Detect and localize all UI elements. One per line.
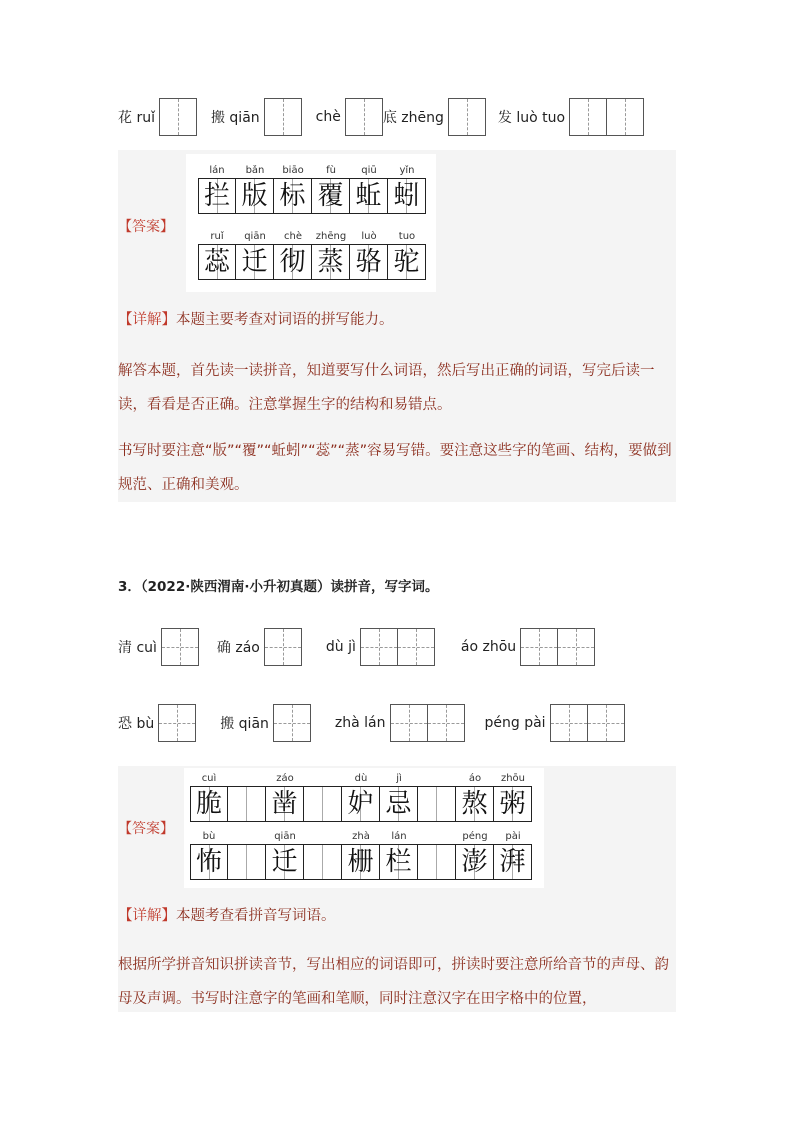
answer-cell: [494, 772, 532, 822]
q3-explain: [118, 906, 676, 926]
answer-character: 忌: [379, 786, 418, 822]
writing-grid-box[interactable]: [448, 98, 486, 136]
answer-pinyin: [304, 772, 342, 786]
answer-character: 彻: [273, 244, 312, 280]
q3-explain-label: 【详解】: [118, 908, 176, 924]
writing-grid-box[interactable]: [264, 628, 302, 666]
answer-character: 蚓: [387, 178, 426, 214]
answer-pinyin: záo: [276, 773, 294, 784]
answer-cell: [190, 772, 228, 822]
answer-character: 蚯: [349, 178, 388, 214]
pinyin-prompt: péng pài: [484, 715, 546, 731]
answer-pinyin: zhōu: [500, 773, 526, 784]
answer-character: 栅: [341, 844, 380, 880]
answer-box-group[interactable]: [390, 704, 465, 742]
pinyin-prompt: áo zhōu: [460, 639, 517, 655]
answer-cell: [456, 772, 494, 822]
writing-grid-box[interactable]: [397, 628, 435, 666]
writing-grid-box[interactable]: [587, 704, 625, 742]
answer-character: 覆: [311, 178, 350, 214]
answer-cell: [198, 230, 236, 280]
answer-character: 凿: [265, 786, 304, 822]
answer-pinyin: áo: [468, 773, 482, 784]
answer-cell: [304, 772, 342, 822]
answer-cell: [312, 230, 350, 280]
answer-character: 熬: [455, 786, 494, 822]
answer-cell: [274, 230, 312, 280]
writing-grid-box[interactable]: [520, 628, 558, 666]
answer-pinyin: zhēng: [315, 231, 347, 242]
q2-answer-row-2: [198, 230, 426, 280]
pinyin-prompt: 发 luò tuo: [497, 110, 566, 126]
answer-pinyin: ruǐ: [210, 231, 224, 242]
answer-character: 驼: [387, 244, 426, 280]
answer-box-group[interactable]: [448, 98, 486, 136]
answer-pinyin: dù: [354, 773, 368, 784]
answer-character: 粥: [493, 786, 532, 822]
answer-pinyin: [418, 830, 456, 844]
pinyin-prompt: 搬 qiān: [210, 110, 260, 126]
answer-character: [417, 786, 456, 822]
answer-character: [227, 786, 266, 822]
pinyin-prompt: 恐 bù: [118, 716, 155, 732]
answer-cell: [228, 772, 266, 822]
answer-cell: [266, 772, 304, 822]
pinyin-prompt: 底 zhēng: [382, 110, 444, 126]
answer-cell: [388, 164, 426, 214]
answer-box-group[interactable]: [158, 704, 196, 742]
answer-cell: [418, 772, 456, 822]
writing-grid-box[interactable]: [158, 704, 196, 742]
answer-pinyin: [228, 772, 266, 786]
answer-pinyin: [418, 772, 456, 786]
answer-cell: [228, 830, 266, 880]
q2-para-2: 书写时要注意“版”“覆”“蚯蚓”“蕊”“蒸”容易写错。要注意这些字的笔画、结构，要做到规范、正确和美观。: [118, 443, 672, 493]
answer-character: 拦: [198, 178, 236, 214]
answer-cell: [198, 164, 236, 214]
pinyin-prompt: 搬 qiān: [220, 716, 269, 732]
answer-character: 脆: [190, 786, 228, 822]
q2-question-row: [118, 98, 644, 136]
answer-pinyin: luò: [361, 231, 377, 242]
answer-box-group[interactable]: [264, 98, 302, 136]
writing-grid-box[interactable]: [345, 98, 383, 136]
pinyin-prompt: 确 záo: [216, 640, 260, 656]
answer-character: 标: [273, 178, 312, 214]
answer-pinyin: chè: [284, 231, 302, 242]
answer-box-group[interactable]: [273, 704, 311, 742]
answer-pinyin: lán: [209, 165, 225, 176]
answer-cell: [350, 164, 388, 214]
answer-pinyin: bù: [202, 831, 216, 842]
answer-cell: [190, 830, 228, 880]
answer-cell: [380, 772, 418, 822]
q3-answer-image: [184, 768, 544, 888]
answer-cell: [312, 164, 350, 214]
answer-pinyin: biāo: [282, 165, 304, 176]
answer-cell: [304, 830, 342, 880]
answer-cell: [236, 164, 274, 214]
answer-cell: [342, 830, 380, 880]
q3-answer-row-2: [190, 830, 532, 880]
writing-grid-box[interactable]: [606, 98, 644, 136]
answer-character: 妒: [341, 786, 380, 822]
answer-pinyin: qiū: [361, 165, 377, 176]
answer-character: 骆: [349, 244, 388, 280]
answer-cell: [388, 230, 426, 280]
q2-answer-label: 【答案】: [118, 219, 174, 235]
answer-pinyin: [304, 830, 342, 844]
writing-grid-box[interactable]: [264, 98, 302, 136]
q3-answer-label: 【答案】: [118, 821, 174, 837]
q2-explain: [118, 310, 676, 330]
writing-grid-box[interactable]: [557, 628, 595, 666]
writing-grid-box[interactable]: [390, 704, 428, 742]
q2-para-1: 解答本题，首先读一读拼音，知道要写什么词语，然后写出正确的词语，写完后读一读，看看是否正确。注意掌握生字的结构和易错点。: [118, 363, 655, 413]
answer-character: 湃: [493, 844, 532, 880]
answer-character: 迁: [235, 244, 274, 280]
writing-grid-box[interactable]: [427, 704, 465, 742]
answer-pinyin: pài: [505, 831, 521, 842]
answer-pinyin: yǐn: [399, 165, 415, 176]
answer-pinyin: qiān: [274, 831, 296, 842]
answer-cell: [274, 164, 312, 214]
writing-grid-box[interactable]: [273, 704, 311, 742]
answer-cell: [418, 830, 456, 880]
writing-grid-box[interactable]: [159, 98, 197, 136]
answer-character: 迁: [265, 844, 304, 880]
answer-box-group[interactable]: [569, 98, 644, 136]
pinyin-prompt: zhà lán: [334, 715, 386, 731]
answer-pinyin: fù: [326, 165, 336, 176]
writing-grid-box[interactable]: [550, 704, 588, 742]
q3-title: 3．（2022·陕西渭南·小升初真题）读拼音，写字词。: [118, 579, 439, 595]
answer-character: [227, 844, 266, 880]
answer-box-group[interactable]: [550, 704, 625, 742]
q3-explain-text: 本题考查看拼音写词语。: [176, 908, 336, 924]
q2-answer-row-1: [198, 164, 426, 214]
q2-answer-image: [186, 154, 436, 292]
answer-pinyin: zhà: [352, 831, 370, 842]
answer-character: 版: [235, 178, 274, 214]
answer-cell: [380, 830, 418, 880]
answer-cell: [342, 772, 380, 822]
answer-pinyin: bǎn: [245, 165, 265, 176]
answer-character: [303, 844, 342, 880]
q2-explain-label: 【详解】: [118, 312, 176, 328]
answer-character: 怖: [190, 844, 228, 880]
answer-box-group[interactable]: [159, 98, 197, 136]
answer-cell: [266, 830, 304, 880]
answer-pinyin: lán: [391, 831, 407, 842]
writing-grid-box[interactable]: [161, 628, 199, 666]
answer-character: 栏: [379, 844, 418, 880]
answer-character: 澎: [455, 844, 494, 880]
q3-answer-row-1: [190, 772, 532, 822]
q2-answer-panel: [118, 150, 676, 502]
q3-question-row-1: [118, 628, 595, 666]
q3-answer-panel: [118, 766, 676, 1012]
pinyin-prompt: 花 ruǐ: [118, 110, 155, 126]
q3-para-1: 根据所学拼音知识拼读音节，写出相应的词语即可，拼读时要注意所给音节的声母、韵母及声调。书写时注意字的笔画和笔顺，同时注意汉字在田字格中的位置，: [118, 957, 669, 1007]
answer-character: 蕊: [198, 244, 236, 280]
answer-box-group[interactable]: [520, 628, 595, 666]
answer-cell: [236, 230, 274, 280]
answer-cell: [350, 230, 388, 280]
q2-explain-text: 本题主要考查对词语的拼写能力。: [176, 312, 394, 328]
pinyin-prompt: 清 cuì: [118, 640, 157, 656]
answer-box-group[interactable]: [264, 628, 302, 666]
answer-character: [303, 786, 342, 822]
answer-box-group[interactable]: [360, 628, 435, 666]
answer-pinyin: tuo: [398, 231, 416, 242]
pinyin-prompt: dù jì: [325, 639, 356, 655]
answer-cell: [456, 830, 494, 880]
answer-box-group[interactable]: [345, 98, 383, 136]
answer-pinyin: péng: [462, 831, 488, 842]
pinyin-prompt: chè: [315, 109, 341, 125]
q3-question-row-2: [118, 704, 625, 742]
answer-pinyin: jì: [396, 773, 402, 784]
answer-box-group[interactable]: [161, 628, 199, 666]
writing-grid-box[interactable]: [569, 98, 607, 136]
answer-pinyin: cuì: [201, 773, 217, 784]
answer-pinyin: qiān: [244, 231, 266, 242]
answer-cell: [494, 830, 532, 880]
writing-grid-box[interactable]: [360, 628, 398, 666]
answer-character: [417, 844, 456, 880]
answer-pinyin: [228, 830, 266, 844]
answer-character: 蒸: [311, 244, 350, 280]
